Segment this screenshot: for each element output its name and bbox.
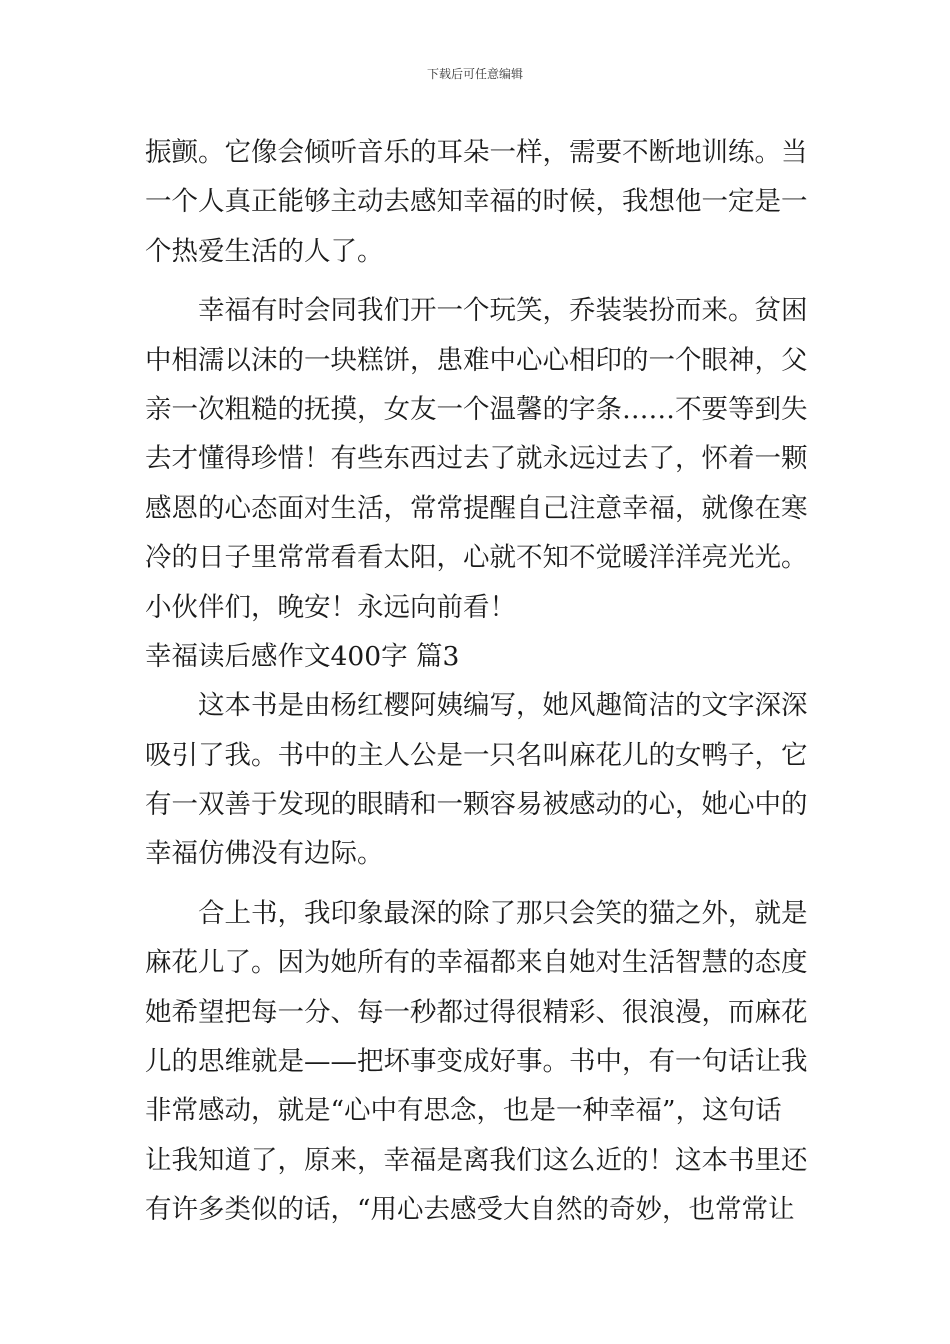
document-body [145,128,817,1235]
paragraph-start-line: 幸福有时会同我们开一个玩笑，乔装装扮而来。贫困 [198,295,808,327]
page-header: 下载后可任意编辑 [426,67,523,81]
text-line: 个热爱生活的人了。 [145,235,384,267]
text-line: 幸福仿佛没有边际。 [145,838,384,870]
text-line: 冷的日子里常常看看太阳，心就不知不觉暖洋洋亮光光。 [145,542,808,574]
text-line: 小伙伴们，晚安！永远向前看！ [145,591,516,623]
text-line: 吸引了我。书中的主人公是一只名叫麻花儿的女鸭子，它 [145,739,808,771]
text-line: 儿的思维就是——把坏事变成好事。书中，有一句话让我 [145,1046,808,1078]
text-line: 她希望把每一分、每一秒都过得很精彩、很浪漫，而麻花 [145,996,808,1028]
text-line: 感恩的心态面对生活，常常提醒自己注意幸福，就像在寒 [145,492,808,524]
text-line: 中相濡以沫的一块糕饼，患难中心心相印的一个眼神，父 [145,344,808,376]
paragraph-start-line: 合上书，我印象最深的除了那只会笑的猫之外，就是 [198,897,808,929]
text-line: 麻花儿了。因为她所有的幸福都来自她对生活智慧的态度 [145,947,808,979]
text-line: 让我知道了，原来，幸福是离我们这么近的！这本书里还 [145,1144,808,1176]
section-heading: 幸福读后感作文400字 篇3 [145,640,460,672]
text-line: 有许多类似的话，“用心去感受大自然的奇妙，也常常让 [145,1194,795,1226]
text-line: 亲一次粗糙的抚摸，女友一个温馨的字条……不要等到失 [145,393,808,425]
text-line: 一个人真正能够主动去感知幸福的时候，我想他一定是一 [145,186,808,218]
text-line: 振颤。它像会倾听音乐的耳朵一样，需要不断地训练。当 [145,137,808,168]
text-line: 有一双善于发现的眼睛和一颗容易被感动的心，她心中的 [145,789,808,821]
text-line: 非常感动，就是“心中有思念，也是一种幸福”，这句话 [145,1095,782,1127]
text-line: 去才懂得珍惜！有些东西过去了就永远过去了，怀着一颗 [145,443,808,475]
paragraph-start-line: 这本书是由杨红樱阿姨编写，她风趣简洁的文字深深 [198,690,808,722]
